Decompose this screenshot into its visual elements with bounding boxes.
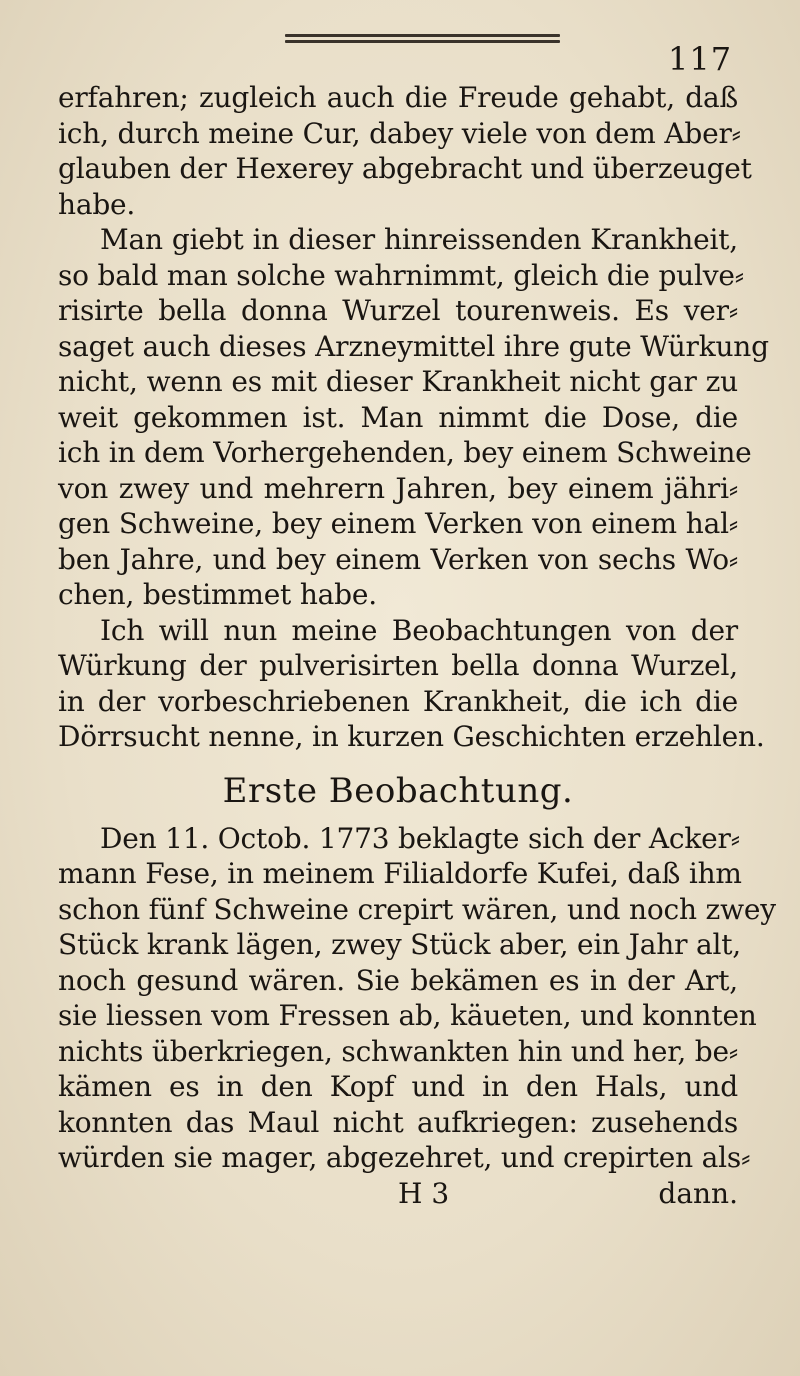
text-line: Stück krank lägen, zwey Stück aber, ein Jahr alt,: [58, 928, 741, 961]
paragraph-3: [58, 613, 765, 755]
text-line: Ich will nun meine Beobachtungen von der: [100, 613, 738, 647]
text-line: in der vorbeschriebenen Krankheit, die ich die: [58, 684, 738, 718]
header-rule: [285, 34, 560, 48]
text-line: konnten das Maul nicht aufkriegen: zusehends: [58, 1105, 738, 1139]
text-line: habe.: [58, 187, 136, 221]
text-line: von zwey und mehrern Jahren, bey einem jähri⸗: [58, 471, 738, 505]
text-line: Dörrsucht nenne, in kurzen Geschichten erzehlen.: [58, 720, 765, 753]
catchword: dann.: [658, 1176, 738, 1210]
paragraph-1: [58, 80, 752, 222]
text-line: glauben der Hexerey abgebracht und überzeuget: [58, 152, 752, 185]
text-line: sie liessen vom Fressen ab, käueten, und konnten: [58, 999, 757, 1032]
text-line: Würkung der pulverisirten bella donna Wurzel,: [58, 649, 738, 682]
text-line: saget auch dieses Arzneymittel ihre gute Würkung: [58, 329, 769, 363]
text-line: schon fünf Schweine crepirt wären, und noch zwey: [58, 892, 776, 926]
page-number: 117: [668, 40, 733, 78]
text-line: ben Jahre, und bey einem Verken von sechs Wo⸗: [58, 542, 738, 576]
text-line: ich, durch meine Cur, dabey viele von dem Aber⸗: [58, 116, 741, 150]
text-line: so bald man solche wahrnimmt, gleich die pulve⸗: [58, 258, 744, 292]
text-line: noch gesund wären. Sie bekämen es in der Art,: [58, 963, 738, 997]
body-text: [58, 80, 776, 1211]
text-line: nichts überkriegen, schwankten hin und her, be⸗: [58, 1034, 738, 1068]
text-line: gen Schweine, bey einem Verken von einem hal⸗: [58, 507, 738, 540]
text-line: erfahren; zugleich auch die Freude gehabt, daß: [58, 81, 738, 114]
text-line: würden sie mager, abgezehret, und crepirten als⸗: [58, 1141, 751, 1174]
text-line: ich in dem Vorhergehenden, bey einem Schweine: [58, 436, 752, 469]
page-footer: [58, 1176, 738, 1212]
paragraph-4: [58, 821, 776, 1176]
section-heading: Erste Beobachtung.: [222, 770, 574, 811]
text-line: chen, bestimmet habe.: [58, 578, 377, 611]
text-line: weit gekommen ist. Man nimmt die Dose, die: [58, 400, 738, 434]
paragraph-2: [58, 222, 769, 613]
text-line: kämen es in den Kopf und in den Hals, und: [58, 1070, 738, 1103]
text-line: Man giebt in dieser hinreissenden Krankheit,: [100, 223, 738, 256]
text-line: nicht, wenn es mit dieser Krankheit nicht gar zu: [58, 365, 738, 398]
text-line: Den 11. Octob. 1773 beklagte sich der Acker⸗: [100, 821, 740, 855]
text-line: mann Fese, in meinem Filialdorfe Kufei, daß ihm: [58, 857, 742, 890]
signature-mark: H 3: [398, 1176, 450, 1210]
text-line: risirte bella donna Wurzel tourenweis. Es ver⸗: [58, 294, 738, 327]
